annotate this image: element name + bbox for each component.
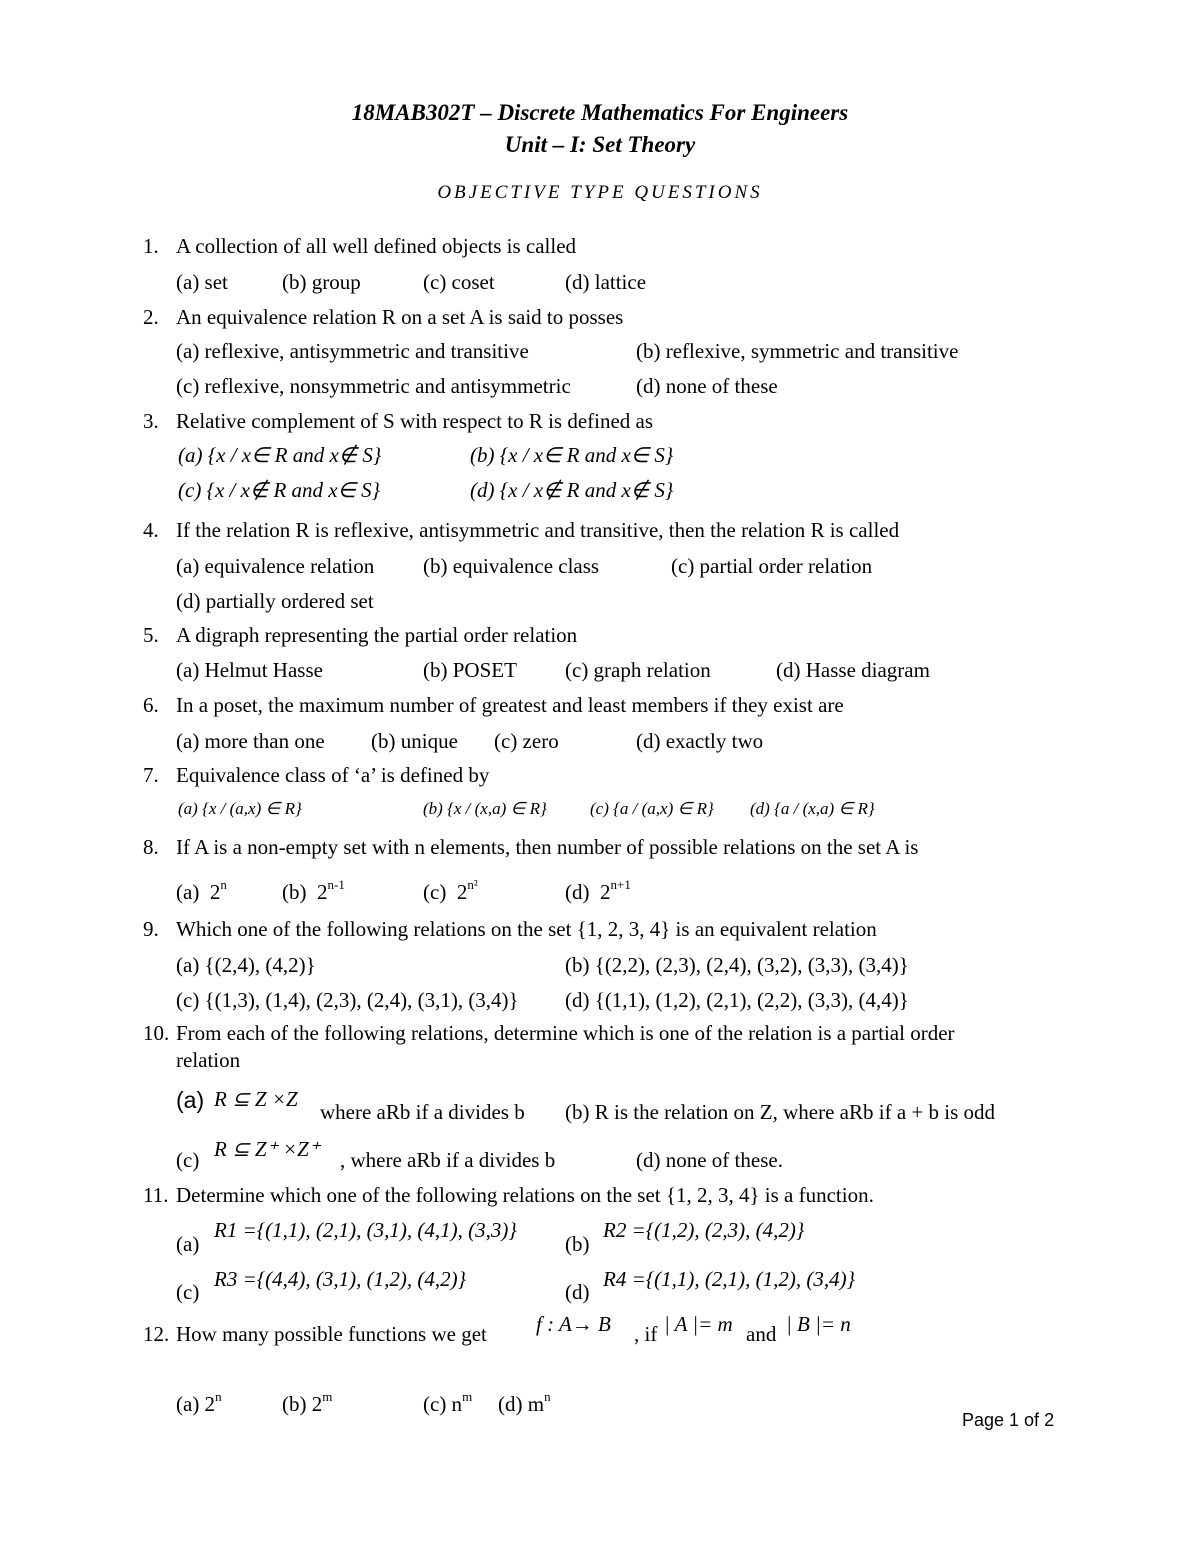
question-2: 2. An equivalence relation R on a set A is said to posses bbox=[143, 305, 624, 329]
option: (b) unique bbox=[371, 729, 458, 753]
question-4: 4. If the relation R is reflexive, antisymmetric and transitive, then the relation R is called bbox=[143, 518, 900, 542]
option: (c) {x / x∉ R and x∈ S} bbox=[178, 478, 381, 502]
option: (a) {x / (a,x) ∈ R} bbox=[178, 799, 302, 818]
option: (c) bbox=[176, 1148, 200, 1172]
text: and bbox=[746, 1322, 777, 1346]
option: (c) reflexive, nonsymmetric and antisymmetric bbox=[176, 374, 571, 398]
option: (b) R is the relation on Z, where aRb if a + b is odd bbox=[565, 1100, 995, 1124]
option: (a) set bbox=[176, 270, 228, 294]
option: (a) reflexive, antisymmetric and transitive bbox=[176, 339, 529, 363]
option-math: R1 ={(1,1), (2,1), (3,1), (4,1), (3,3)} bbox=[214, 1218, 517, 1242]
question-10-continued: relation bbox=[176, 1048, 241, 1072]
question-1: 1. A collection of all well defined objects is called bbox=[143, 234, 577, 258]
course-title: 18MAB302T – Discrete Mathematics For Engineers bbox=[351, 100, 849, 125]
option-math: R ⊆ Z⁺ ×Z⁺ bbox=[214, 1137, 320, 1161]
section-heading: OBJECTIVE TYPE QUESTIONS bbox=[437, 182, 763, 203]
option: (d) none of these bbox=[636, 374, 778, 398]
option: (a) 2$^n$ bbox=[176, 1389, 222, 1416]
option: (b) reflexive, symmetric and transitive bbox=[636, 339, 959, 363]
option: (b) POSET bbox=[423, 658, 517, 682]
text: , if bbox=[634, 1322, 658, 1346]
option: (b) group bbox=[282, 270, 361, 294]
option: (d) partially ordered set bbox=[176, 589, 374, 613]
option: (a) bbox=[176, 1232, 200, 1256]
question-7: 7. Equivalence class of ‘a’ is defined by bbox=[143, 763, 490, 787]
option: , where aRb if a divides b bbox=[340, 1148, 556, 1172]
option-math: R4 ={(1,1), (2,1), (1,2), (3,4)} bbox=[603, 1267, 855, 1291]
option: (b) 2$^m$ bbox=[282, 1389, 333, 1416]
question-9: 9. Which one of the following relations on the set {1, 2, 3, 4} is an equivalent relation bbox=[143, 917, 877, 941]
option: (a) bbox=[176, 1087, 205, 1113]
option: where aRb if a divides b bbox=[320, 1100, 525, 1124]
option: (b) {x / (x,a) ∈ R} bbox=[423, 799, 547, 818]
option-math: R3 ={(4,4), (3,1), (1,2), (4,2)} bbox=[214, 1267, 466, 1291]
cardinality-b: | B |= n bbox=[786, 1312, 851, 1336]
question-10: 10. From each of the following relations, determine which is one of the relation is a partial order bbox=[143, 1021, 955, 1045]
option: (b) 2$^{n-1}$ bbox=[282, 877, 345, 904]
option: (d) bbox=[565, 1280, 590, 1304]
question-5: 5. A digraph representing the partial order relation bbox=[143, 623, 578, 647]
option: (d) Hasse diagram bbox=[776, 658, 930, 682]
option: (d) {x / x∉ R and x∉ S} bbox=[470, 478, 674, 502]
option: (c) {(1,3), (1,4), (2,3), (2,4), (3,1), (3,4)} bbox=[176, 988, 519, 1012]
option: (a) 2$^n$ bbox=[176, 877, 227, 904]
option: (b) equivalence class bbox=[423, 554, 600, 578]
option: (c) $n^m$ bbox=[423, 1389, 473, 1416]
option: (c) $2^{n^2}$ bbox=[423, 877, 478, 904]
option: (b) {(2,2), (2,3), (2,4), (3,2), (3,3), (3,4)} bbox=[565, 953, 909, 977]
option: (b) bbox=[565, 1232, 590, 1256]
option: (a) more than one bbox=[176, 729, 325, 753]
option: (c) partial order relation bbox=[671, 554, 873, 578]
question-6: 6. In a poset, the maximum number of greatest and least members if they exist are bbox=[143, 693, 844, 717]
question-8: 8. If A is a non-empty set with n elements, then number of possible relations on the set A is bbox=[143, 835, 919, 859]
option: (c) graph relation bbox=[565, 658, 711, 682]
option: (d) {(1,1), (1,2), (2,1), (2,2), (3,3), (4,4)} bbox=[565, 988, 909, 1012]
option: (c) coset bbox=[423, 270, 495, 294]
question-11: 11. Determine which one of the following relations on the set {1, 2, 3, 4} is a function. bbox=[143, 1183, 874, 1207]
question-3: 3. Relative complement of S with respect to R is defined as bbox=[143, 409, 654, 433]
question-12: 12. How many possible functions we get bbox=[143, 1322, 487, 1346]
page-number: Page 1 of 2 bbox=[962, 1410, 1055, 1430]
option-math: R2 ={(1,2), (2,3), (4,2)} bbox=[603, 1218, 805, 1242]
cardinality-a: | A |= m bbox=[664, 1312, 733, 1336]
option: (d) {a / (x,a) ∈ R} bbox=[750, 799, 875, 818]
option: (d) lattice bbox=[565, 270, 647, 294]
option: (d) exactly two bbox=[636, 729, 764, 753]
function-notation: f : A→ B bbox=[536, 1312, 611, 1336]
option: (c) {a / (a,x) ∈ R} bbox=[590, 799, 714, 818]
option-math: R ⊆ Z ×Z bbox=[214, 1087, 298, 1111]
option: (a) Helmut Hasse bbox=[176, 658, 323, 682]
option: (a) {x / x∈ R and x∉ S} bbox=[178, 443, 382, 467]
option: (d) $2^{n+1}$ bbox=[565, 877, 631, 904]
option: (c) zero bbox=[494, 729, 559, 753]
option: (d) none of these. bbox=[636, 1148, 783, 1172]
option: (c) bbox=[176, 1280, 200, 1304]
option: (a) {(2,4), (4,2)} bbox=[176, 953, 316, 977]
option: (b) {x / x∈ R and x∈ S} bbox=[470, 443, 674, 467]
unit-title: Unit – I: Set Theory bbox=[504, 132, 696, 157]
option: (d) $m^n$ bbox=[498, 1389, 551, 1416]
option: (a) equivalence relation bbox=[176, 554, 375, 578]
